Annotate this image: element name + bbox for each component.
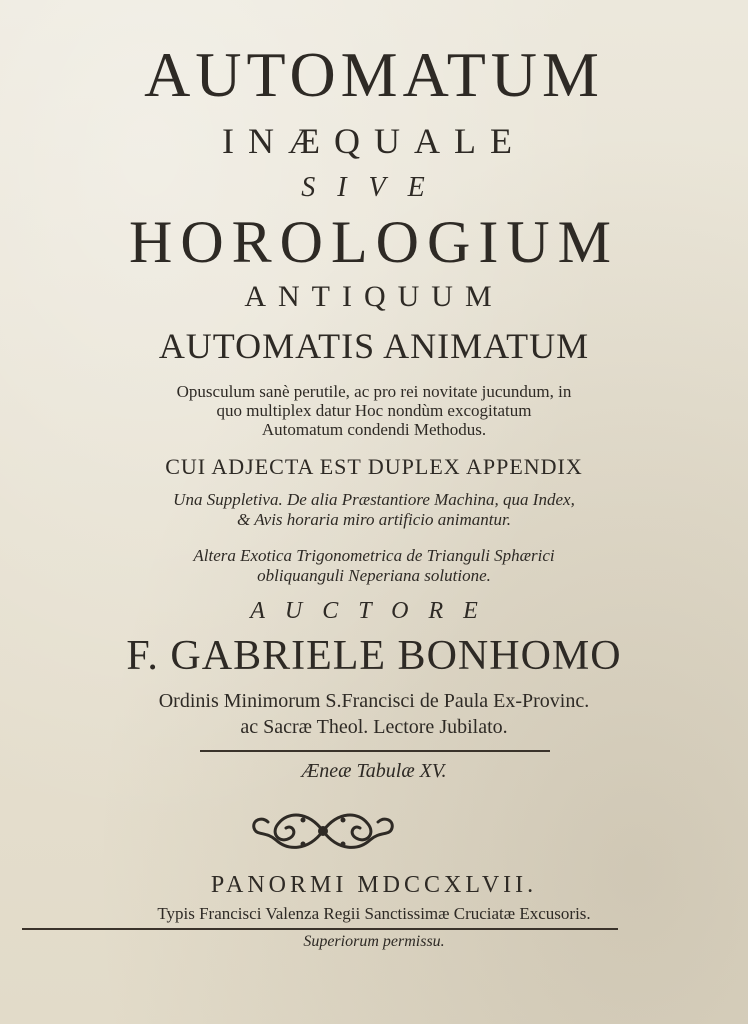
description-paragraph xyxy=(0,382,748,439)
title-line-antiquum: ANTIQUUM xyxy=(244,280,504,313)
fleuron-ornament-icon xyxy=(248,806,398,856)
appendix-two xyxy=(0,546,748,586)
description-line: Opusculum sanè perutile, ac pro rei novitate jucundum, in xyxy=(176,382,572,401)
imprint-permission: Superiorum permissu. xyxy=(303,933,445,950)
appendix-one-line: Una Suppletiva. De alia Præstantiore Machina, qua Index, xyxy=(173,490,575,509)
appendix-two-line: obliquanguli Neperiana solutione. xyxy=(257,566,491,585)
title-line-inaequale: INÆQUALE xyxy=(222,121,526,161)
imprint-rule xyxy=(22,928,618,930)
description-line: Automatum condendi Methodus. xyxy=(261,420,487,439)
appendix-one xyxy=(0,490,748,530)
title-line-automatis: AUTOMATIS ANIMATUM xyxy=(158,326,590,366)
author-title-line: Ordinis Minimorum S.Francisci de Paula Ex-Provinc. xyxy=(158,690,590,712)
plates-note: Æneæ Tabulæ XV. xyxy=(301,760,447,782)
appendix-one-line: & Avis horaria miro artificio animantur. xyxy=(237,510,511,529)
title-line-horologium: HOROLOGIUM xyxy=(129,209,619,275)
main-title: AUTOMATUM xyxy=(144,39,604,110)
divider-rule xyxy=(200,750,550,752)
appendix-heading: CUI ADJECTA EST DUPLEX APPENDIX xyxy=(165,454,583,479)
author-name: F. GABRIELE BONHOMO xyxy=(126,633,622,679)
author-label: AUCTORE xyxy=(250,598,498,624)
imprint-printer: Typis Francisci Valenza Regii Sanctissimæ Cruciatæ Excusoris. xyxy=(157,904,591,923)
appendix-two-line: Altera Exotica Trigonometrica de Trianguli Sphærici xyxy=(193,546,555,565)
title-line-sive: SIVE xyxy=(301,172,447,203)
description-line: quo multiplex datur Hoc nondùm excogitatum xyxy=(216,401,532,420)
author-title xyxy=(0,688,748,740)
imprint-place: PANORMI MDCCXLVII. xyxy=(210,872,538,898)
author-title-line: ac Sacræ Theol. Lectore Jubilato. xyxy=(240,716,508,738)
